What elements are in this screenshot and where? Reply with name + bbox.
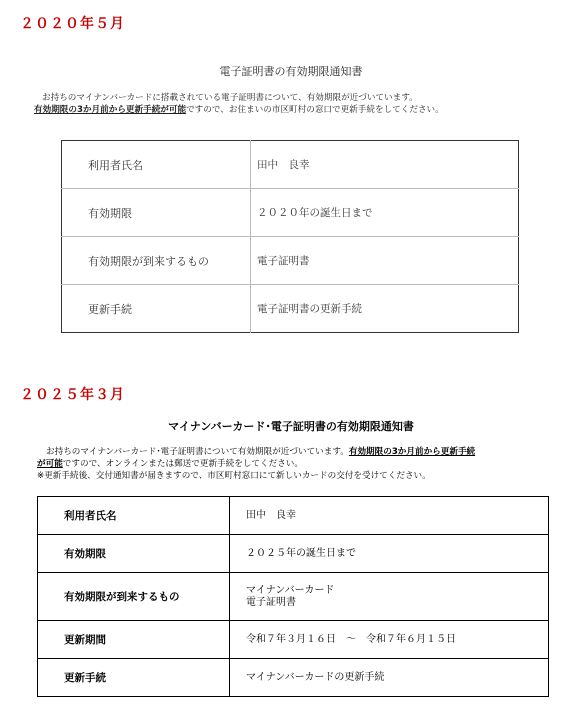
section2-intro-rest: ですので、オンラインまたは郵送で更新手続をしてください。 bbox=[62, 459, 303, 469]
section2-intro-emphasis: 有効期限の3か月前から更新手続 bbox=[348, 447, 476, 457]
row-value: 田中 良幸 bbox=[257, 159, 310, 171]
table-row bbox=[38, 497, 549, 535]
table-row bbox=[62, 189, 519, 237]
row-value: 電子証明書の更新手続 bbox=[251, 285, 519, 333]
row-value: 田中 良幸 bbox=[230, 497, 549, 535]
row-value: ２０２５年の誕生日まで bbox=[230, 535, 549, 573]
row-value-line: 電子証明書 bbox=[246, 596, 296, 608]
table-row bbox=[38, 535, 549, 573]
section2-table bbox=[37, 496, 549, 697]
section2-intro-plain: お持ちのマイナンバーカード･電子証明書について有効期限が近づいています。 bbox=[46, 447, 349, 457]
row-label: 利用者氏名 bbox=[62, 141, 251, 189]
row-value: ２０２０年の誕生日まで bbox=[251, 189, 519, 237]
table-row bbox=[38, 621, 549, 659]
section1-intro-line1: お持ちのマイナンバーカードに搭載されている電子証明書について、有効期限が近づいています。 bbox=[42, 93, 418, 103]
section1-title: 電子証明書の有効期限通知書 bbox=[219, 65, 363, 78]
section1-table bbox=[61, 140, 519, 333]
section2-title: マイナンバーカード･電子証明書の有効期限通知書 bbox=[168, 420, 414, 433]
section2-intro-note: ※更新手続後、交付通知書が届きますので、市区町村窓口にて新しいカードの交付を受けてください。 bbox=[37, 471, 431, 481]
row-label: 更新手続 bbox=[62, 285, 251, 333]
table-row bbox=[62, 141, 519, 189]
row-value: 令和７年３月１６日 ～ 令和７年６月１５日 bbox=[230, 621, 549, 659]
row-label: 有効期限が到来するもの bbox=[38, 573, 230, 621]
table-row bbox=[38, 659, 549, 697]
section1-intro-rest: ですので、お住まいの市区町村の窓口で更新手続をしてください。 bbox=[186, 105, 444, 115]
table-row bbox=[62, 237, 519, 285]
section1-intro-line2 bbox=[34, 104, 444, 116]
section2-intro-emphasis2: が可能 bbox=[37, 459, 63, 469]
section2-heading: ２０２５年３月 bbox=[20, 387, 125, 403]
table-row bbox=[62, 285, 519, 333]
section2-intro-line1 bbox=[46, 446, 475, 458]
table-row bbox=[38, 573, 549, 621]
row-label: 更新期間 bbox=[38, 621, 230, 659]
row-value: マイナンバーカードの更新手続 bbox=[230, 659, 549, 697]
row-value bbox=[230, 573, 549, 621]
row-label: 有効期限が到来するもの bbox=[62, 237, 251, 285]
row-label: 更新手続 bbox=[38, 659, 230, 697]
section1-intro-emphasis: 有効期限の3か月前から更新手続が可能 bbox=[34, 105, 187, 115]
row-label: 利用者氏名 bbox=[38, 497, 230, 535]
row-value-line: マイナンバーカード bbox=[246, 584, 335, 596]
section2-intro-line2 bbox=[37, 458, 303, 470]
row-label: 有効期限 bbox=[38, 535, 230, 573]
row-value: 電子証明書 bbox=[251, 237, 519, 285]
row-label: 有効期限 bbox=[62, 189, 251, 237]
section1-heading: ２０２０年５月 bbox=[20, 16, 125, 32]
